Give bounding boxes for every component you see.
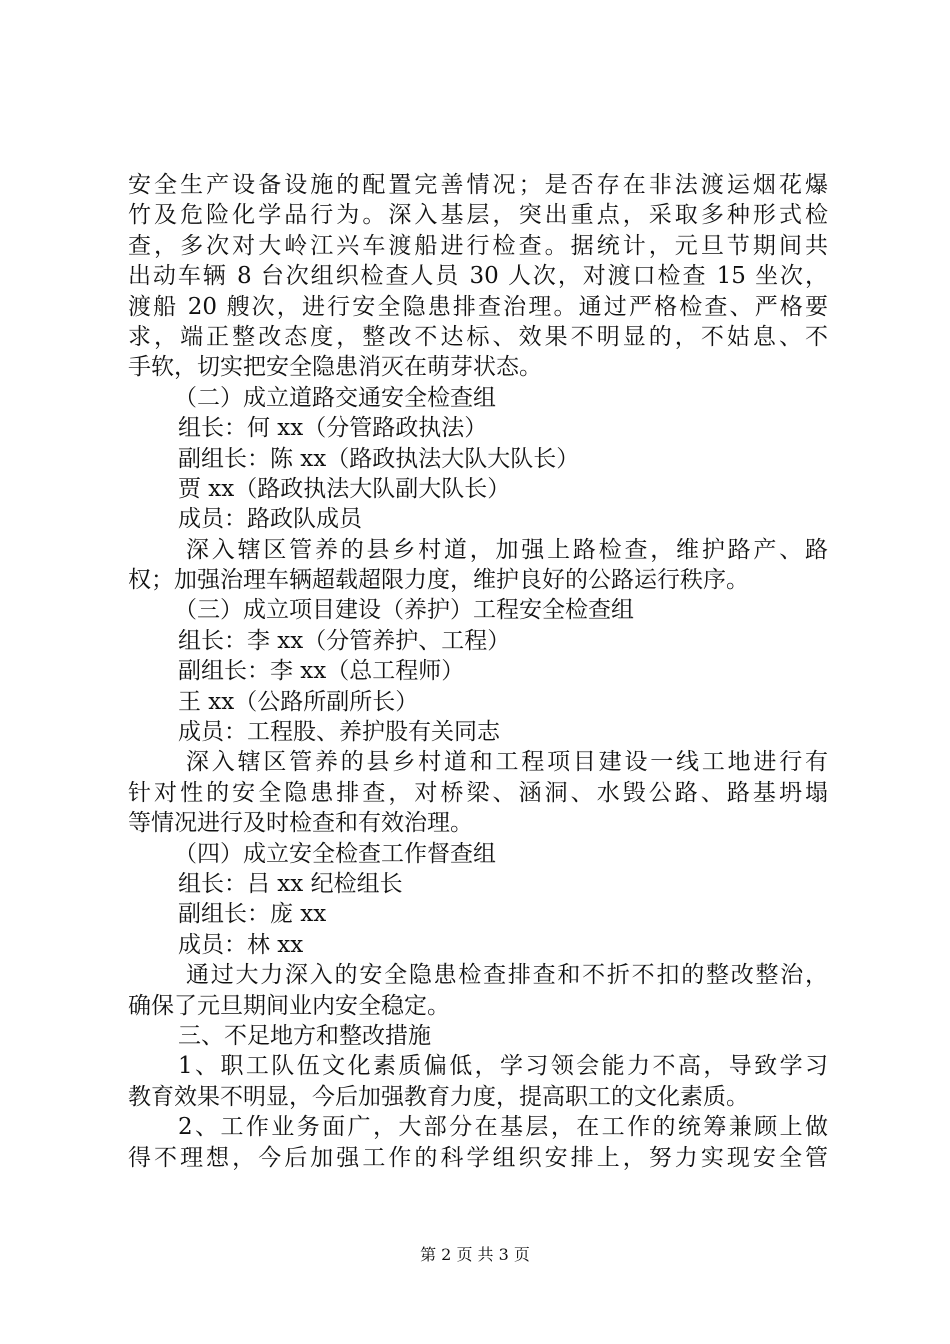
paragraph-line: 确保了元旦期间业内安全稳定。 <box>128 992 450 1019</box>
paragraph-line: 贾 xx（路政执法大队副大队长） <box>178 475 511 502</box>
paragraph-line: 成员：工程股、养护股有关同志 <box>178 719 500 746</box>
paragraph-line: 深入辖区管养的县乡村道，加强上路检查，维护路产、路 <box>186 536 828 563</box>
paragraph-line: 针对性的安全隐患排查，对桥梁、涵洞、水毁公路、路基坍塌 <box>128 779 828 806</box>
paragraph-line: 教育效果不明显，今后加强教育力度，提高职工的文化素质。 <box>128 1083 749 1110</box>
paragraph-line: 得不理想，今后加强工作的科学组织安排上，努力实现安全管 <box>128 1144 828 1171</box>
paragraph-line: 王 xx（公路所副所长） <box>178 688 419 715</box>
paragraph-line: 安全生产设备设施的配置完善情况；是否存在非法渡运烟花爆 <box>128 172 828 198</box>
section-heading: （三）成立项目建设（养护）工程安全检查组 <box>174 597 634 624</box>
paragraph-line: 成员：林 xx <box>178 931 304 958</box>
document-body <box>128 170 828 1173</box>
section-heading: （四）成立安全检查工作督查组 <box>174 840 496 867</box>
page-number-footer: 第 2 页 共 3 页 <box>420 1245 530 1264</box>
paragraph-line: 权；加强治理车辆超载超限力度，维护良好的公路运行秩序。 <box>128 567 749 594</box>
paragraph-line: 深入辖区管养的县乡村道和工程项目建设一线工地进行有 <box>186 749 828 776</box>
paragraph-line: 查，多次对大岭江兴车渡船进行检查。据统计，元旦节期间共 <box>128 232 828 259</box>
paragraph-line: 副组长：陈 xx（路政执法大队大队长） <box>178 445 580 472</box>
paragraph-line: 成员：路政队成员 <box>178 506 362 533</box>
paragraph-line: 渡船 20 艘次，进行安全隐患排查治理。通过严格检查、严格要 <box>128 293 828 320</box>
paragraph-line: 副组长：李 xx（总工程师） <box>178 658 465 685</box>
section-heading: （二）成立道路交通安全检查组 <box>174 384 496 411</box>
paragraph-line: 等情况进行及时检查和有效治理。 <box>128 810 473 837</box>
paragraph-line: 1、职工队伍文化素质偏低，学习领会能力不高，导致学习 <box>178 1053 828 1080</box>
paragraph-line: 竹及危险化学品行为。深入基层，突出重点，采取多种形式检 <box>128 202 828 229</box>
paragraph-line: 组长：吕 xx 纪检组长 <box>178 870 403 897</box>
paragraph-line: 组长：何 xx（分管路政执法） <box>178 415 488 442</box>
paragraph-line: 手软，切实把安全隐患消灭在萌芽状态。 <box>128 354 542 381</box>
paragraph-line: 2、工作业务面广，大部分在基层，在工作的统筹兼顾上做 <box>178 1114 828 1141</box>
paragraph-line: 通过大力深入的安全隐患检查排查和不折不扣的整改整治， <box>186 962 828 989</box>
paragraph-line: 求，端正整改态度，整改不达标、效果不明显的，不姑息、不 <box>128 323 828 350</box>
paragraph-line: 组长：李 xx（分管养护、工程） <box>178 627 511 654</box>
paragraph-line: 出动车辆 8 台次组织检查人员 30 人次，对渡口检查 15 坐次， <box>128 263 828 290</box>
paragraph-line: 副组长：庞 xx <box>178 901 327 928</box>
section-heading: 三、不足地方和整改措施 <box>178 1022 431 1049</box>
